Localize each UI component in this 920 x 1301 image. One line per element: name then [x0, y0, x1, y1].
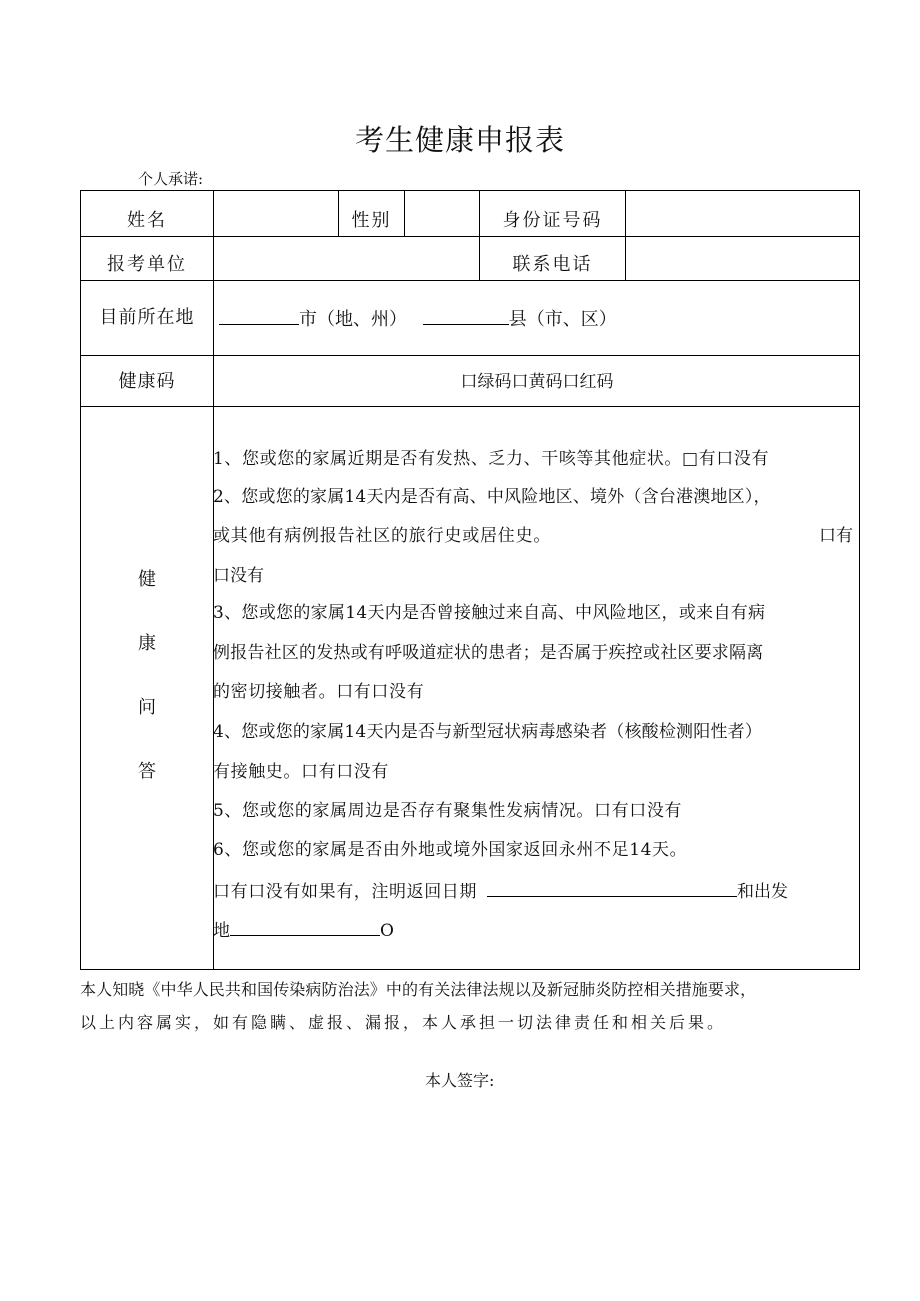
id-number-field[interactable]	[626, 193, 859, 235]
end-mark: O	[380, 921, 394, 941]
return-date-blank[interactable]	[487, 880, 737, 897]
question-6-line-1: 6、您或您的家属是否由外地或境外国家返回永州不足14天。	[213, 840, 688, 860]
footer-declaration-line-1: 本人知晓《中华人民共和国传染病防治法》中的有关法律法规以及新冠肺炎防控相关措施要求，	[80, 980, 757, 999]
qa-label-char: 健	[138, 569, 156, 590]
id-number-label: 身份证号码	[502, 210, 603, 231]
question-2-line-1: 2、您或您的家属14天内是否有高、中风险地区、境外（含台港澳地区），	[213, 487, 771, 507]
departure-label: 和出发	[737, 882, 788, 902]
question-2-yes[interactable]: 口有	[819, 526, 853, 546]
question-2-line-2: 或其他有病例报告社区的旅行史或居住史。	[213, 526, 552, 546]
departure-place-blank[interactable]	[230, 919, 380, 936]
page-title: 考生健康申报表	[354, 123, 565, 157]
question-5[interactable]: 5、您或您的家属周边是否存有聚集性发病情况。口有口没有	[213, 801, 683, 821]
footer-declaration-line-2: 以上内容属实，如有隐瞒、虚报、漏报，本人承担一切法律责任和相关后果。	[80, 1013, 727, 1032]
county-blank[interactable]	[423, 308, 509, 325]
city-blank[interactable]	[219, 308, 299, 325]
name-field[interactable]	[214, 193, 338, 235]
question-3-line-1: 3、您或您的家属14天内是否曾接触过来自高、中风险地区，或来自有病	[213, 603, 766, 623]
gender-field[interactable]	[405, 193, 479, 235]
row-divider	[81, 236, 859, 237]
row-divider	[81, 280, 859, 281]
departure-suffix: 地	[213, 921, 230, 941]
qa-label-char: 问	[138, 697, 156, 718]
exam-unit-label: 报考单位	[107, 254, 187, 275]
health-code-options[interactable]: 口绿码口黄码口红码	[460, 372, 614, 392]
question-3-line-2: 例报告社区的发热或有呼吸道症状的患者；是否属于疾控或社区要求隔离	[213, 643, 764, 663]
question-6-line-3	[213, 919, 853, 942]
question-4-line-1: 4、您或您的家属14天内是否与新型冠状病毒感染者（核酸检测阳性者）	[213, 722, 763, 742]
qa-label-char: 答	[138, 761, 156, 782]
question-6-line-2	[213, 880, 853, 903]
city-suffix: 市（地、州）	[299, 309, 407, 330]
row-divider	[81, 355, 859, 356]
signature-label: 本人签字:	[425, 1071, 495, 1090]
question-6-options[interactable]: 口有口没有如果有，注明返回日期	[213, 882, 477, 902]
location-label: 目前所在地	[99, 307, 195, 328]
name-label: 姓名	[127, 210, 167, 231]
health-code-label: 健康码	[118, 371, 176, 392]
phone-label: 联系电话	[512, 254, 593, 275]
question-3-line-3[interactable]: 的密切接触者。口有口没有	[213, 682, 425, 702]
row-divider	[81, 406, 859, 407]
county-suffix: 县（市、区）	[508, 309, 617, 330]
qa-label-char: 康	[138, 633, 156, 654]
phone-field[interactable]	[626, 238, 859, 279]
location-fields	[219, 308, 617, 330]
commitment-label: 个人承诺:	[138, 170, 204, 188]
question-4-line-2[interactable]: 有接触史。口有口没有	[213, 762, 389, 782]
exam-unit-field[interactable]	[214, 238, 479, 279]
question-2-no[interactable]: 口没有	[213, 566, 264, 586]
health-declaration-form	[80, 190, 860, 970]
question-1[interactable]: 1、您或您的家属近期是否有发热、乏力、干咳等其他症状。□有口没有	[213, 449, 770, 469]
gender-label: 性别	[351, 210, 392, 231]
